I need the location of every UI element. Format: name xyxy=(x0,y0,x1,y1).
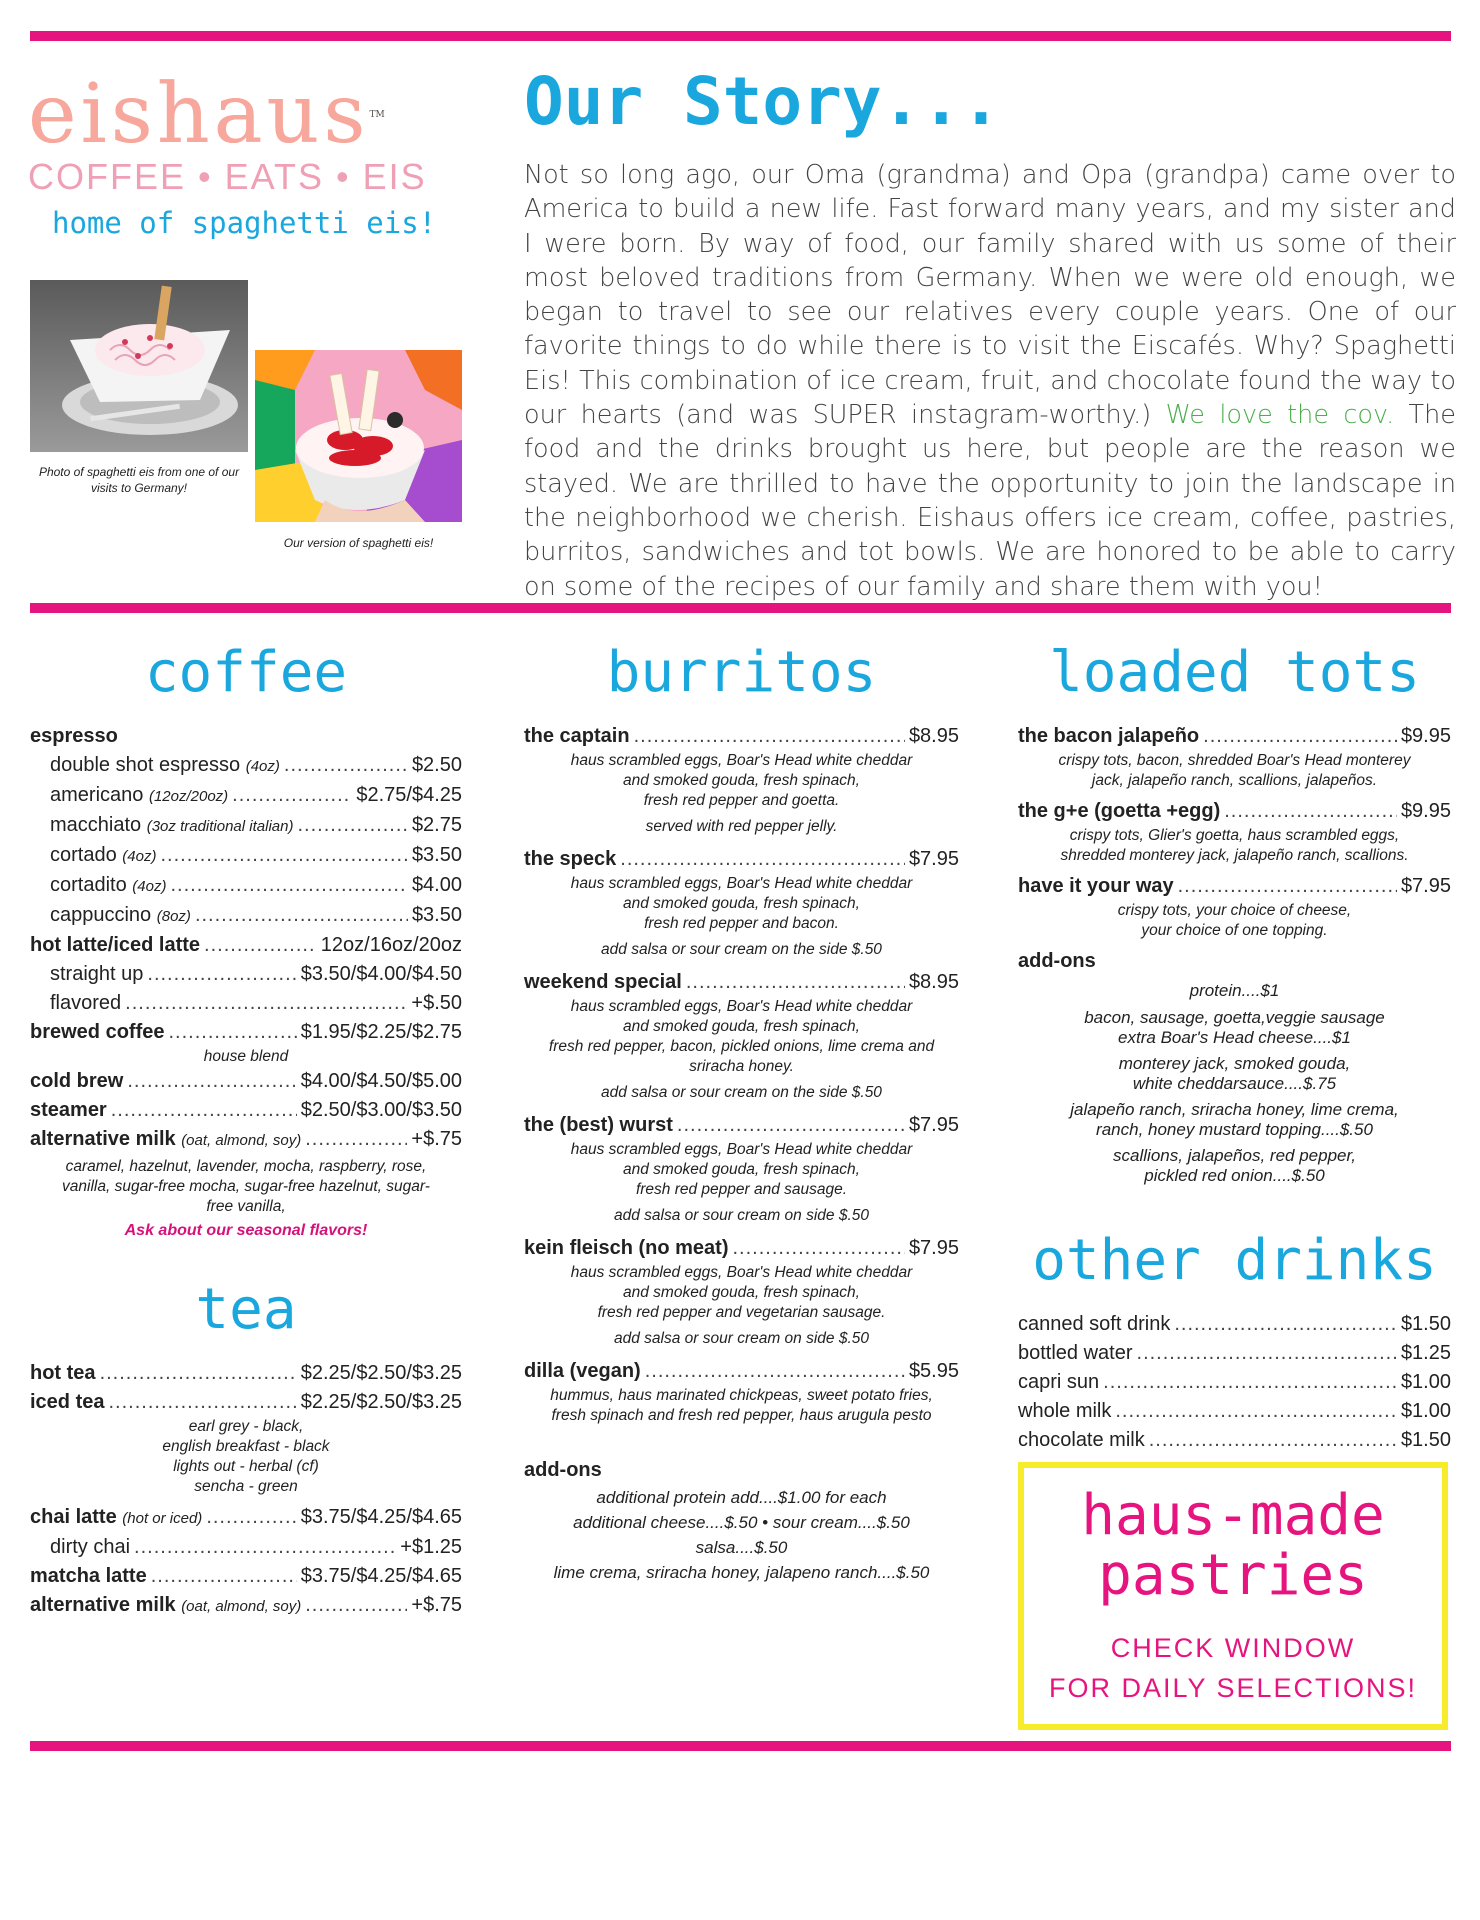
burrito-addon: additional protein add....$1.00 for each xyxy=(596,1488,887,1507)
menu-item-chai-latte: chai latte (hot or iced) ..... $3.75/$4.25/$4.65 xyxy=(30,1503,462,1533)
menu-item-steamer: steamer ..... $2.50/$3.00/$3.50 xyxy=(30,1096,462,1125)
burrito-addon: lime crema, sriracha honey, jalapeno ranch....$.50 xyxy=(553,1563,930,1582)
item-extra-note: add salsa or sour cream on side $.50 xyxy=(613,1207,870,1224)
menu-item-canned-soft-drink: canned soft drink ..... $1.50 xyxy=(1018,1310,1451,1339)
tea-variety: lights out - herbal (cf) xyxy=(173,1458,319,1475)
tots-drinks-column xyxy=(1018,640,1451,1455)
tots-addon: white cheddarsauce....$.75 xyxy=(1132,1074,1337,1093)
menu-item-flavored: flavored ..... +$.50 xyxy=(30,989,462,1018)
menu-item-dilla-vegan: dilla (vegan) ..... $5.95 xyxy=(524,1357,959,1386)
item-description: hummus, haus marinated chickpeas, sweet potato fries, xyxy=(550,1387,933,1404)
tots-addon: ranch, honey mustard topping....$.50 xyxy=(1096,1120,1373,1139)
espresso-heading: espresso xyxy=(30,725,118,747)
story-paragraph-1: Not so long ago, our Oma (grandma) and Opa (grandpa) came over to America to build a new life. Fast forward many years, and my sister and I were born. By way of food, our family shared with us some of their most beloved traditions from Germany. When we were old enough, we began to travel to see our relatives every couple years. One of our favorite things to do while there is to visit the Eiscafés. Why? Spaghetti Eis! This combination of ice cream, fruit, and chocolate found the way to our hearts (and was SUPER instagram-worthy.) xyxy=(524,160,1456,431)
item-extra-note: add salsa or sour cream on side $.50 xyxy=(613,1330,870,1347)
menu-item-iced-tea: iced tea ..... $2.25/$2.50/$3.25 xyxy=(30,1388,462,1417)
menu-item-macchiato: macchiato (3oz traditional italian) ..... $2.75 xyxy=(30,811,462,841)
coffee-heading: coffee xyxy=(144,640,348,705)
item-description: crispy tots, Glier's goetta, haus scrambled eggs, xyxy=(1069,827,1400,844)
tea-variety: earl grey - black, xyxy=(188,1418,304,1435)
logo-wordmark: eishaus™ xyxy=(28,70,463,160)
pastries-title-line-1: haus-made xyxy=(1081,1483,1385,1548)
tots-addon: extra Boar's Head cheese....$1 xyxy=(1118,1028,1351,1047)
item-extra-note: add salsa or sour cream on the side $.50 xyxy=(601,1084,882,1101)
coffee-tea-column xyxy=(30,640,462,1621)
menu-item-alternative-milk: alternative milk (oat, almond, soy) ..... +$.75 xyxy=(30,1125,462,1155)
logo-tagline: home of spaghetti eis! xyxy=(52,206,437,240)
burrito-addons-heading: add-ons xyxy=(524,1459,602,1481)
menu-item-cortado: cortado (4oz) ..... $3.50 xyxy=(30,841,462,871)
burrito-addon: additional cheese....$.50 • sour cream....$.50 xyxy=(573,1513,910,1532)
menu-item-double-shot-espresso: double shot espresso (4oz) ..... $2.50 xyxy=(30,751,462,781)
flavor-list: caramel, hazelnut, lavender, mocha, raspberry, rose, vanilla, sugar-free mocha, sugar-free hazelnut, sugar-free vanilla, xyxy=(62,1158,430,1215)
menu-item-goetta-egg: the g+e (goetta +egg) ..... $9.95 xyxy=(1018,797,1451,826)
menu-item-cappuccino: cappuccino (8oz) ..... $3.50 xyxy=(30,901,462,931)
tots-addon: monterey jack, smoked gouda, xyxy=(1118,1054,1351,1073)
logo-subtitle: COFFEE • EATS • EIS xyxy=(28,156,427,197)
burritos-column xyxy=(524,640,959,1585)
menu-item-chocolate-milk: chocolate milk ..... $1.50 xyxy=(1018,1426,1451,1455)
menu-item-tea-alternative-milk: alternative milk (oat, almond, soy) ..... +$.75 xyxy=(30,1591,462,1621)
pastries-subtitle-line-2: FOR DAILY SELECTIONS! xyxy=(1048,1673,1418,1703)
menu-item-bottled-water: bottled water ..... $1.25 xyxy=(1018,1339,1451,1368)
item-description: haus scrambled eggs, Boar's Head white cheddar xyxy=(570,998,913,1015)
tea-variety: sencha - green xyxy=(194,1478,298,1495)
item-description: fresh red pepper and sausage. xyxy=(635,1181,848,1198)
item-extra-note: served with red pepper jelly. xyxy=(645,818,838,835)
menu-item-kein-fleisch: kein fleisch (no meat) ..... $7.95 xyxy=(524,1234,959,1263)
item-description: jack, jalapeño ranch, scallions, jalapeños. xyxy=(1091,772,1378,789)
story-highlight: We love the cov. xyxy=(1165,400,1395,431)
tots-addon: protein....$1 xyxy=(1189,981,1280,1000)
item-description: haus scrambled eggs, Boar's Head white cheddar xyxy=(570,875,913,892)
pastries-callout xyxy=(1018,1462,1448,1730)
menu-item-the-speck: the speck ..... $7.95 xyxy=(524,845,959,874)
item-description: and smoked gouda, fresh spinach, xyxy=(623,895,860,912)
item-description: and smoked gouda, fresh spinach, xyxy=(623,1284,860,1301)
menu-item-weekend-special: weekend special ..... $8.95 xyxy=(524,968,959,997)
tots-addon: scallions, jalapeños, red pepper, xyxy=(1113,1146,1356,1165)
item-description: haus scrambled eggs, Boar's Head white cheddar xyxy=(570,1141,913,1158)
item-description: your choice of one topping. xyxy=(1141,922,1328,939)
burritos-heading: burritos xyxy=(606,640,877,705)
menu-item-dirty-chai: dirty chai ..... +$1.25 xyxy=(30,1533,462,1562)
story-paragraph-2: The food and the drinks brought us here, but people are the reason we stayed. We are thrilled to have the opportunity to join the landscape in the neighborhood we cherish. Eishaus offers ice cream, coffee, pastries, burritos, sandwiches and tot bowls. We are honored to be able to carry on some of the recipes of our family and share them with you! xyxy=(524,400,1456,602)
tea-variety: english breakfast - black xyxy=(162,1438,330,1455)
germany-spaghetti-eis-photo xyxy=(30,280,248,452)
item-extra-note: add salsa or sour cream on the side $.50 xyxy=(601,941,882,958)
item-description: and smoked gouda, fresh spinach, xyxy=(623,772,860,789)
item-description: sriracha honey. xyxy=(689,1058,794,1075)
loaded-tots-heading: loaded tots xyxy=(1049,640,1420,705)
item-description: and smoked gouda, fresh spinach, xyxy=(623,1018,860,1035)
story-body xyxy=(524,158,1456,604)
item-description: haus scrambled eggs, Boar's Head white cheddar xyxy=(570,1264,913,1281)
menu-item-whole-milk: whole milk ..... $1.00 xyxy=(1018,1397,1451,1426)
pastries-title-line-2: pastries xyxy=(1098,1543,1368,1608)
tots-addons-heading: add-ons xyxy=(1018,950,1096,972)
menu-item-americano: americano (12oz/20oz) ..... $2.75/$4.25 xyxy=(30,781,462,811)
menu-item-capri-sun: capri sun ..... $1.00 xyxy=(1018,1368,1451,1397)
tots-addon: pickled red onion....$.50 xyxy=(1144,1166,1325,1185)
other-drinks-heading: other drinks xyxy=(1032,1228,1437,1293)
menu-item-have-it-your-way: have it your way ..... $7.95 xyxy=(1018,872,1451,901)
burrito-addon: salsa....$.50 xyxy=(695,1538,788,1557)
item-description: shredded monterey jack, jalapeño ranch, scallions. xyxy=(1060,847,1409,864)
item-description: fresh red pepper and bacon. xyxy=(644,915,839,932)
item-description: fresh red pepper, bacon, pickled onions, lime crema and xyxy=(548,1038,935,1055)
menu-item-bacon-jalapeno: the bacon jalapeño ..... $9.95 xyxy=(1018,722,1451,751)
top-divider xyxy=(30,31,1451,41)
menu-item-straight-up: straight up ..... $3.50/$4.00/$4.50 xyxy=(30,960,462,989)
story-title: Our Story... xyxy=(524,63,1001,140)
item-description: and smoked gouda, fresh spinach, xyxy=(623,1161,860,1178)
middle-divider xyxy=(30,603,1451,613)
menu-item-hot-tea: hot tea ..... $2.25/$2.50/$3.25 xyxy=(30,1359,462,1388)
brewed-coffee-note: house blend xyxy=(203,1048,289,1065)
logo xyxy=(28,67,463,240)
menu-item-brewed-coffee: brewed coffee ..... $1.95/$2.25/$2.75 xyxy=(30,1018,462,1047)
menu-item-the-best-wurst: the (best) wurst ..... $7.95 xyxy=(524,1111,959,1140)
menu-item-the-captain: the captain ..... $8.95 xyxy=(524,722,959,751)
tea-heading: tea xyxy=(195,1277,297,1342)
pastries-subtitle-line-1: CHECK WINDOW xyxy=(1110,1633,1356,1663)
bottom-divider xyxy=(30,1741,1451,1751)
tots-addon: bacon, sausage, goetta,veggie sausage xyxy=(1084,1008,1385,1027)
menu-item-matcha-latte: matcha latte ..... $3.75/$4.25/$4.65 xyxy=(30,1562,462,1591)
menu-item-latte: hot latte/iced latte ..... 12oz/16oz/20oz xyxy=(30,931,462,960)
item-description: fresh spinach and fresh red pepper, haus arugula pesto xyxy=(551,1407,932,1424)
item-description: fresh red pepper and goetta. xyxy=(643,792,840,809)
menu-item-cortadito: cortadito (4oz) ..... $4.00 xyxy=(30,871,462,901)
photo-caption-ours: Our version of spaghetti eis! xyxy=(283,536,434,550)
tots-addon: jalapeño ranch, sriracha honey, lime crema, xyxy=(1070,1100,1399,1119)
menu-item-cold-brew: cold brew ..... $4.00/$4.50/$5.00 xyxy=(30,1067,462,1096)
item-description: fresh red pepper and vegetarian sausage. xyxy=(597,1304,886,1321)
item-description: crispy tots, bacon, shredded Boar's Head monterey xyxy=(1058,752,1411,769)
item-description: haus scrambled eggs, Boar's Head white cheddar xyxy=(570,752,913,769)
item-description: crispy tots, your choice of cheese, xyxy=(1117,902,1352,919)
seasonal-flavors-note: Ask about our seasonal flavors! xyxy=(124,1222,368,1239)
our-spaghetti-eis-photo xyxy=(255,350,462,522)
photo-caption-germany: Photo of spaghetti eis from one of our visits to Germany! xyxy=(38,465,240,495)
